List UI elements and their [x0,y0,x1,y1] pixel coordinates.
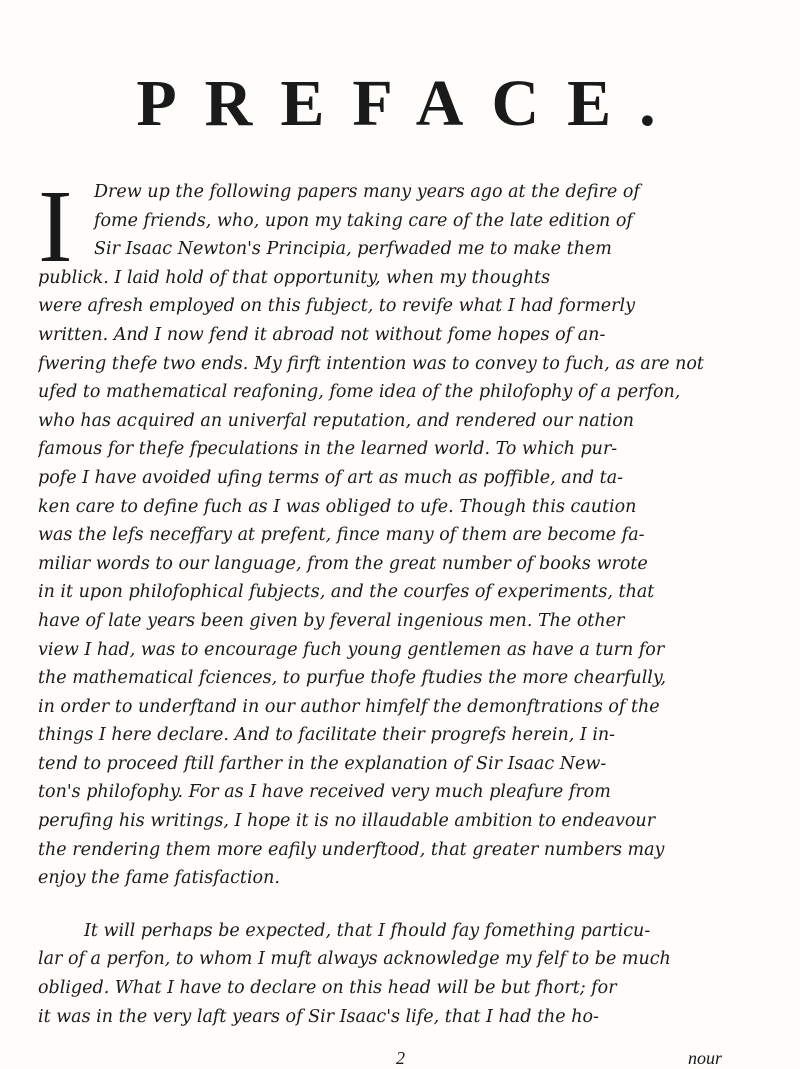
text-line: fwering thefe two ends. My firft intention was to convey to fuch, as are not [38,353,704,374]
page-footer [0,1048,800,1068]
text-line: It will perhaps be expected, that I fhould fay fomething particu- [84,920,651,941]
text-line: were afresh employed on this fubject, to revife what I had formerly [38,296,635,317]
paragraph [38,917,780,1031]
text-line: ufed to mathematical reafoning, fome idea of the philofophy of a perfon, [38,382,681,403]
text-line: publick. I laid hold of that opportunity, when my thoughts [38,267,551,288]
signature-mark: 2 [396,1048,405,1068]
text-line: the rendering them more eafily underftood, that greater numbers may [38,839,665,860]
text-line: the mathematical fciences, to purfue thofe ftudies the more chearfully, [38,668,667,689]
text-line: Sir Isaac Newton's Principia, perfwaded me to make them [94,239,612,260]
text-line: have of late years been given by feveral ingenious men. The other [38,610,625,631]
text-line: obliged. What I have to declare on this head will be but fhort; for [38,978,617,999]
text-line: in order to underftand in our author himfelf the demonftrations of the [38,696,660,717]
page-title: PREFACE. [136,67,684,140]
paragraph-gap [38,893,780,917]
text-line: perufing his writings, I hope it is no illaudable ambition to endeavour [38,811,656,832]
text-line: enjoy the fame fatisfaction. [38,868,280,889]
text-line: in it upon philofophical fubjects, and the courfes of experiments, that [38,582,655,603]
catchword: nour [688,1048,723,1068]
body-text [38,169,780,1031]
text-line: ton's philofophy. For as I have received very much pleafure from [38,782,611,803]
text-line: it was in the very laft years of Sir Isaac's life, that I had the ho- [38,1006,599,1027]
paragraph [38,169,780,893]
text-line: view I had, was to encourage fuch young gentlemen as have a turn for [38,639,665,660]
text-line: Drew up the following papers many years ago at the defire of [94,182,640,202]
text-line: who has acquired an univerfal reputation, and rendered our nation [38,410,635,431]
text-line: lar of a perfon, to whom I muft always acknowledge my felf to be much [38,949,671,970]
text-line: fome friends, who, upon my taking care of the late edition of [94,210,633,231]
text-line: famous for thefe fpeculations in the learned world. To which pur- [38,439,618,460]
text-line: was the lefs neceffary at prefent, fince many of them are become fa- [38,525,645,546]
text-line: things I here declare. And to facilitate their progrefs herein, I in- [38,725,616,746]
text-line: written. And I now fend it abroad not without fome hopes of an- [38,324,606,345]
text-line: tend to proceed ftill farther in the explanation of Sir Isaac New- [38,753,607,774]
text-line: miliar words to our language, from the great number of books wrote [38,553,648,574]
drop-cap: I [38,169,73,284]
text-line: pofe I have avoided ufing terms of art as much as poffible, and ta- [38,467,624,488]
text-line: ken care to define fuch as I was obliged to ufe. Though this caution [38,496,637,517]
